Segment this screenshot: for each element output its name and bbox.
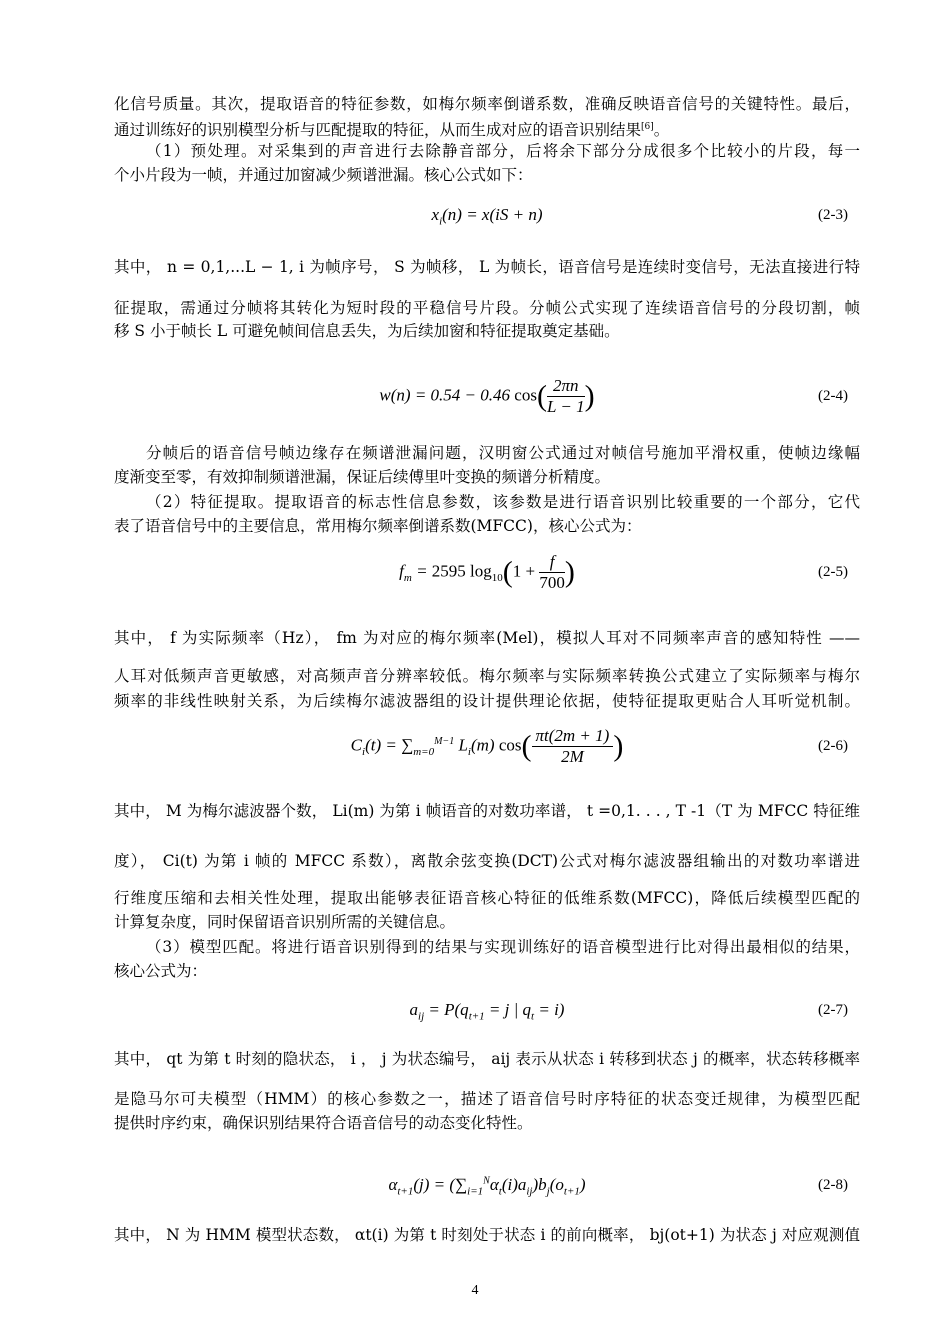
text-line: 移 S 小于帧长 L 可避免帧间信息丢失，为后续加窗和特征提取奠定基础。 <box>114 322 620 340</box>
equation-number: (2-5) <box>818 564 848 580</box>
text-line: 行维度压缩和去相关性处理，提取出能够表征语音核心特征的低维系数(MFCC)，降低后续模型匹配的 <box>114 889 860 907</box>
formula: $a_{ij} = P(q_{t+1} = j$ | $q_t = i$) <box>409 1000 565 1023</box>
equation-2-7 <box>114 990 860 1038</box>
equation-2-8 <box>114 1165 860 1213</box>
equation-number: (2-4) <box>818 388 848 404</box>
text-line: 分帧后的语音信号帧边缘存在频谱泄漏问题，汉明窗公式通过对帧信号施加平滑权重，使帧边缘幅 <box>146 444 860 462</box>
text-line: 核心公式为： <box>114 962 208 980</box>
text-line: 频率的非线性映射关系，为后续梅尔滤波器组的设计提供理论依据，使特征提取更贴合人耳听觉机制。 <box>114 692 860 710</box>
formula: w(n) = 0.54 − 0.46 cos( $\frac{2\pi n}{L - 1}$ ) <box>379 376 595 416</box>
text-line: 表了语音信号中的主要信息，常用梅尔频率倒谱系数(MFCC)，核心公式为： <box>114 517 642 535</box>
equation-number: (2-6) <box>818 738 848 754</box>
text-line: 其中， qt 为第 t 时刻的隐状态， i ， j 为状态编号， aij 表示从状态 i 转移到状态 j 的概率，状态转移概率 <box>114 1050 860 1068</box>
formula: $C_i(t) = \sum_{m=0}^{M-1}$ $L_i(m)$ cos( $\frac{\pi t(2m + 1)}{2M}$ ) <box>350 726 624 766</box>
text-line: 其中， n = 0,1,...L − 1, i 为帧序号， S 为帧移， L 为帧长，语音信号是连续时变信号，无法直接进行特 <box>114 258 860 276</box>
text-line: 征提取，需通过分帧将其转化为短时段的平稳信号片段。分帧公式实现了连续语音信号的分段切割，帧 <box>114 299 860 317</box>
page-number: 4 <box>471 1283 479 1298</box>
citation: [6] <box>641 122 654 132</box>
text-line: 化信号质量。其次，提取语音的特征参数，如梅尔频率倒谱系数，准确反映语音信号的关键特性。最后， <box>114 95 860 113</box>
text-line: （2）特征提取。提取语音的标志性信息参数，该参数是进行语音识别比较重要的一个部分，它代 <box>146 493 860 511</box>
equation-2-5 <box>114 552 860 600</box>
text-line: 度）， Ci(t) 为第 i 帧的 MFCC 系数），离散余弦变换(DCT)公式对梅尔滤波器组输出的对数功率谱进 <box>114 852 860 870</box>
text-line: 计算复杂度，同时保留语音识别所需的关键信息。 <box>114 913 456 931</box>
text-line: 人耳对低频声音更敏感，对高频声音分辨率较低。梅尔频率与实际频率转换公式建立了实际频率与梅尔 <box>114 667 860 685</box>
formula: $f_m = 2595$ $\log_{10}(1$ + $\frac{f}{700}$ ) <box>399 552 575 592</box>
text-line: 其中， f 为实际频率（Hz）， fm 为对应的梅尔频率(Mel)，模拟人耳对不同频率声音的感知特性 —— <box>114 629 860 647</box>
formula: $x_i(n) = x(iS + n)$ <box>431 205 543 228</box>
text-span: 通过训练好的识别模型分析与匹配提取的特征，从而生成对应的语音识别结果 <box>114 121 642 140</box>
text-line: （1）预处理。对采集到的声音进行去除静音部分，后将余下部分分成很多个比较小的片段，每一 <box>146 142 860 160</box>
equation-number: (2-8) <box>818 1177 848 1193</box>
equation-2-3 <box>114 195 860 243</box>
formula: $\alpha_{t+1}(j) = (\sum_{i=1}^N\alpha_t(i)a_{ij})b_j(o_{t+1})$ <box>388 1175 586 1198</box>
equation-number: (2-3) <box>818 207 848 223</box>
equation-number: (2-7) <box>818 1002 848 1018</box>
text-line: 其中， N 为 HMM 模型状态数， αt(i) 为第 t 时刻处于状态 i 的前向概率， bj(ot+1) 为状态 j 对应观测值 <box>114 1226 860 1244</box>
text-line: 是隐马尔可夫模型（HMM）的核心参数之一，描述了语音信号时序特征的状态变迁规律，为模型匹配 <box>114 1090 860 1108</box>
equation-2-4 <box>114 376 860 424</box>
text-span: 。 <box>653 121 670 140</box>
equation-2-6 <box>114 726 860 774</box>
text-line: 提供时序约束，确保识别结果符合语音信号的动态变化特性。 <box>114 1114 533 1132</box>
text-line: 其中， M 为梅尔滤波器个数， Li(m) 为第 i 帧语音的对数功率谱， t =0,1. . . , T -1（T 为 MFCC 特征维 <box>114 802 860 820</box>
text-line <box>114 116 860 141</box>
text-line: 个小片段为一帧，并通过加窗减少频谱泄漏。核心公式如下： <box>114 166 533 184</box>
text-line: 度渐变至零，有效抑制频谱泄漏，保证后续傅里叶变换的频谱分析精度。 <box>114 468 611 486</box>
text-line: （3）模型匹配。将进行语音识别得到的结果与实现训练好的语音模型进行比对得出最相似的结果， <box>146 938 860 956</box>
